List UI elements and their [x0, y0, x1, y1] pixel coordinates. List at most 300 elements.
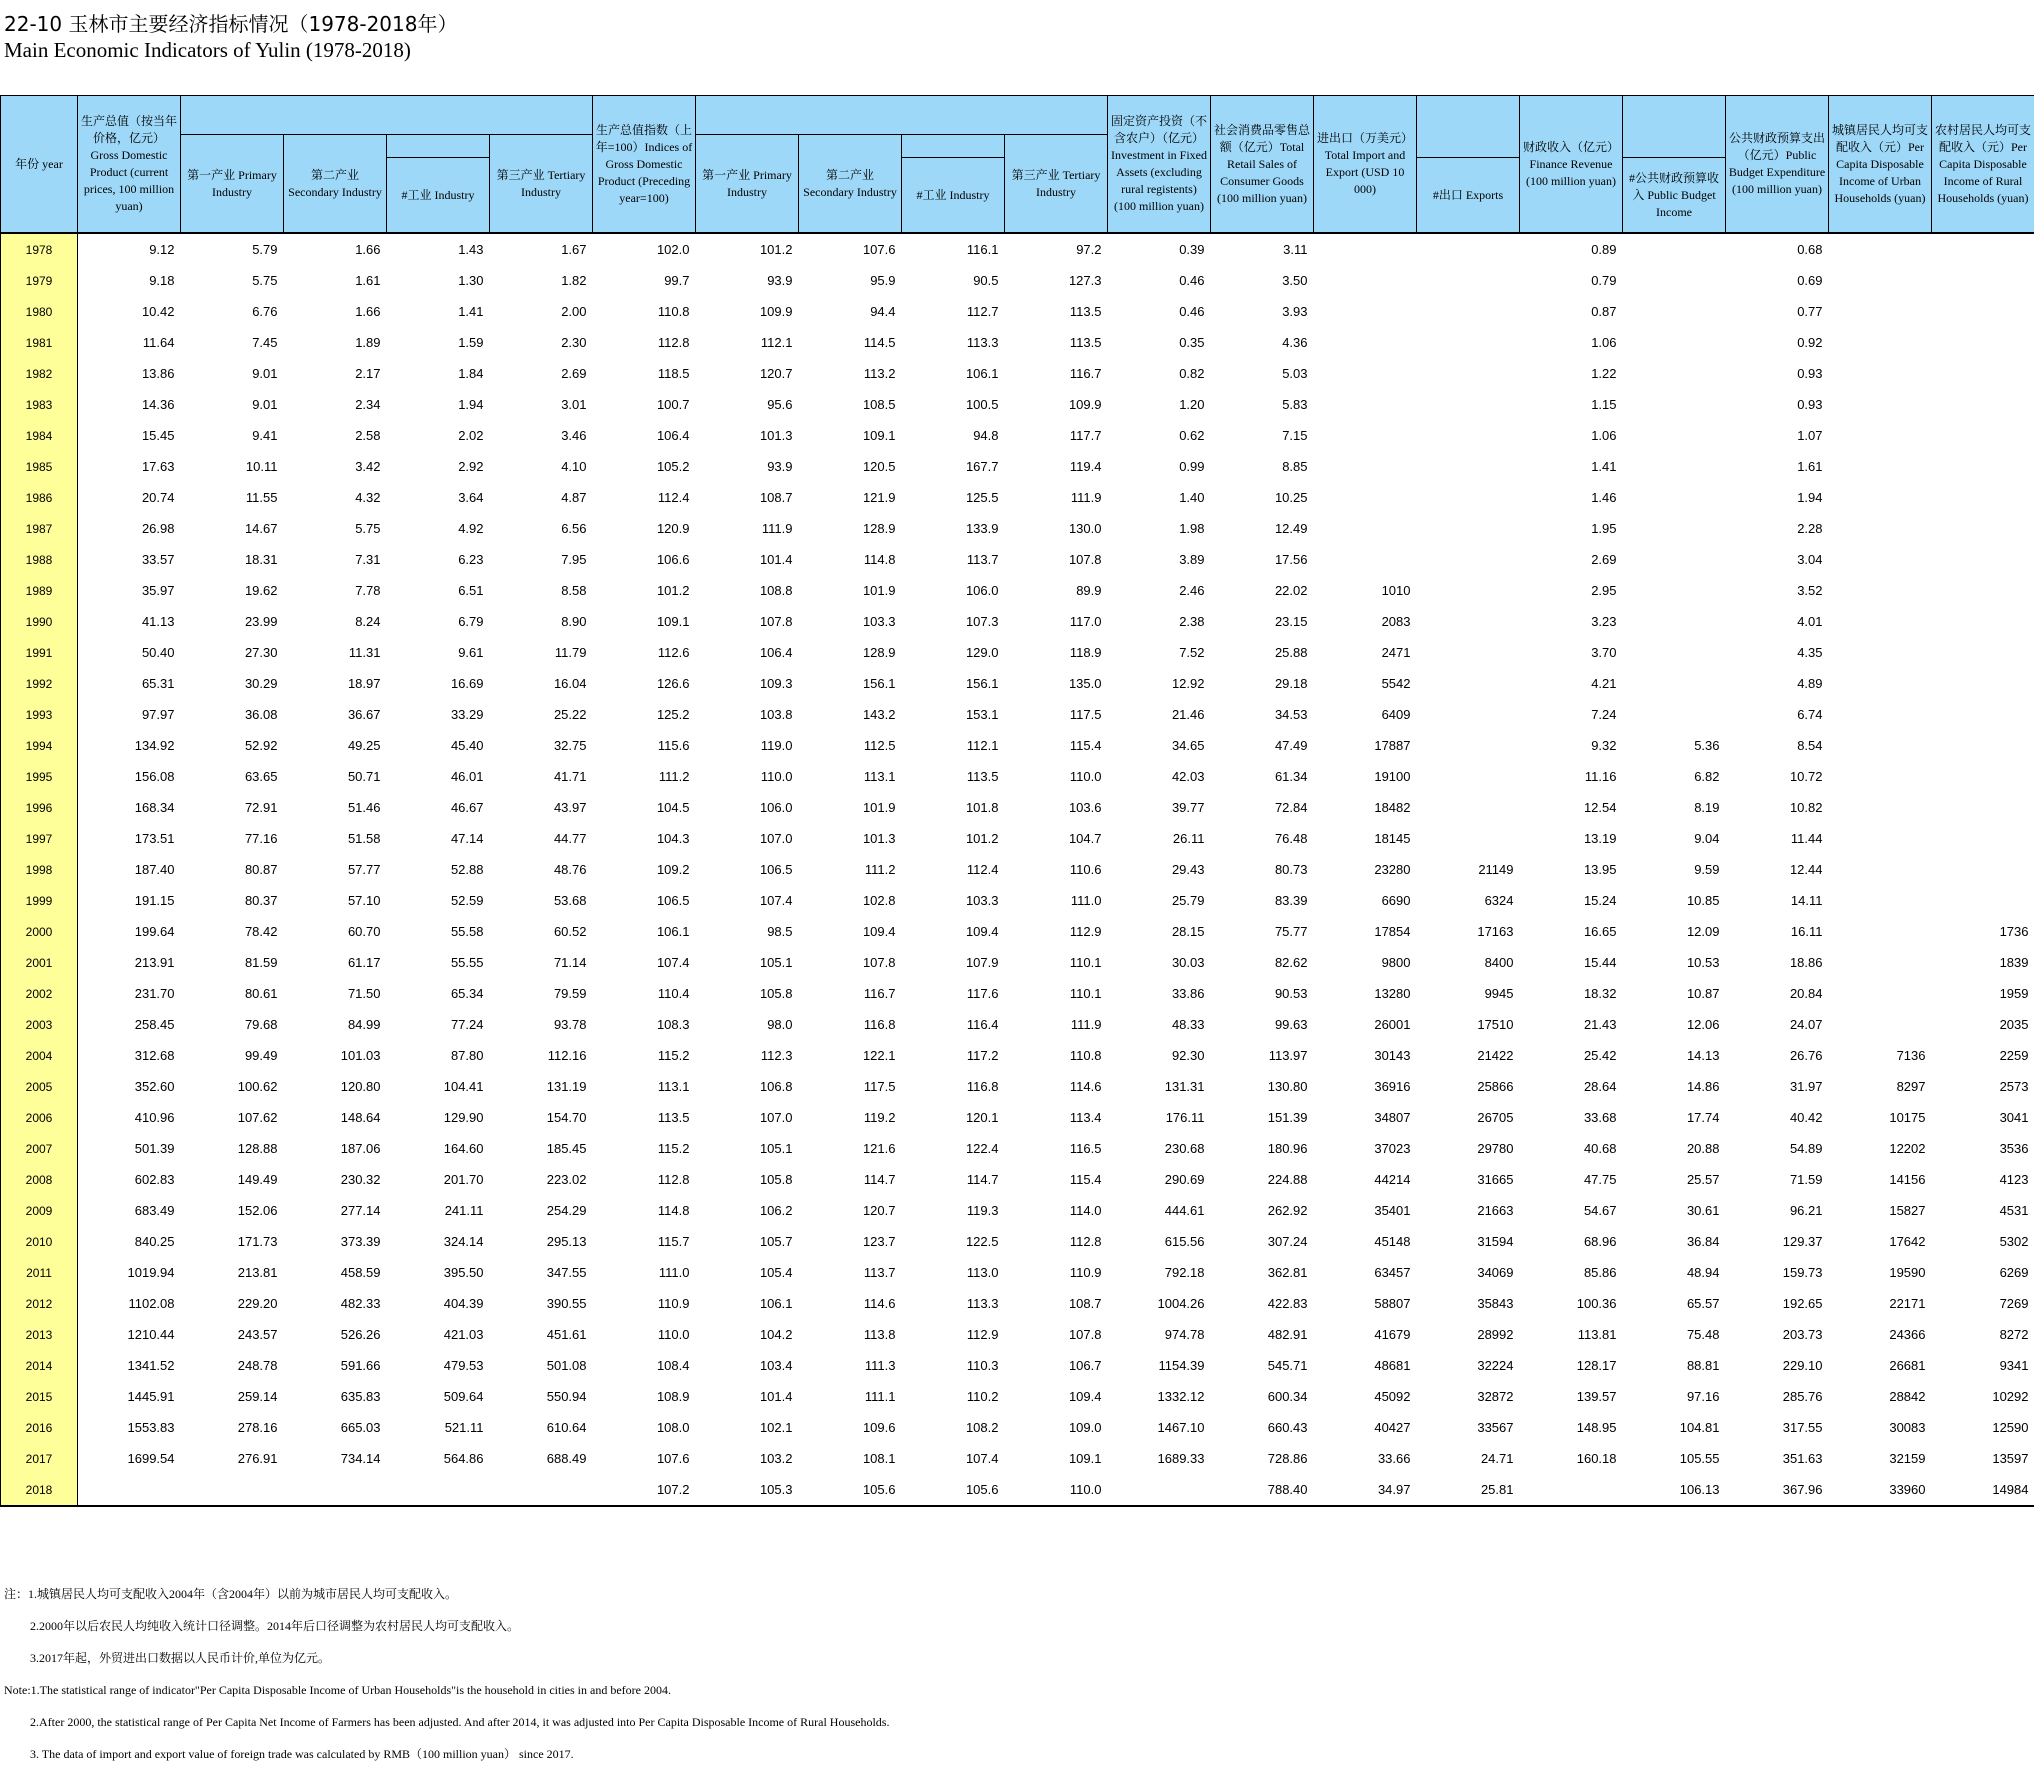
table-cell: 107.62 — [237, 1110, 278, 1125]
table-cell: 107.2 — [593, 1474, 696, 1506]
year-cell — [1, 1288, 78, 1319]
table-cell — [1932, 513, 2034, 544]
table-cell: 10292 — [1992, 1389, 2029, 1404]
table-cell: 153.1 — [965, 707, 999, 722]
year-label: 2016 — [25, 1420, 53, 1435]
table-cell: 1.40 — [1179, 490, 1205, 505]
table-cell: 68.96 — [1583, 1234, 1617, 1249]
table-cell: 115.6 — [657, 738, 690, 753]
indicators-table — [0, 95, 2034, 1507]
table-cell: 108.7 — [1068, 1296, 1102, 1311]
note-en-1: Note:1.The statistical range of indicator"Per Capita Disposable Income of Urban Households"is the household in cities in and before 2004. — [4, 1683, 671, 1697]
table-cell — [1932, 544, 2034, 575]
table-cell: 5.75 — [252, 273, 278, 288]
header-year: 年份 year — [1, 96, 78, 234]
table-cell: 8.90 — [561, 614, 587, 629]
table-cell: 8.19 — [1694, 800, 1720, 815]
table-cell: 98.0 — [767, 1017, 793, 1032]
table-cell: 80.37 — [244, 893, 278, 908]
table-cell: 5.79 — [252, 242, 278, 257]
table-cell: 1.43 — [458, 242, 484, 257]
table-cell: 0.99 — [1179, 459, 1205, 474]
table-cell: 591.66 — [340, 1358, 381, 1373]
table-cell: 13.86 — [141, 366, 175, 381]
table-cell: 102.8 — [862, 893, 896, 908]
table-cell: 109.3 — [759, 676, 793, 691]
table-cell: 93.78 — [553, 1017, 587, 1032]
table-cell: 5542 — [1381, 676, 1411, 691]
table-cell: 390.55 — [546, 1296, 587, 1311]
table-cell: 109.4 — [965, 924, 999, 939]
year-cell — [1, 233, 78, 265]
table-cell — [1829, 513, 1932, 544]
table-cell: 52.88 — [450, 862, 484, 877]
table-cell: 1.82 — [561, 273, 587, 288]
table-cell: 100.5 — [965, 397, 999, 412]
table-cell: 110.0 — [760, 769, 793, 784]
table-cell: 3.01 — [561, 397, 587, 412]
table-cell: 15.24 — [1583, 893, 1617, 908]
table-cell: 229.20 — [237, 1296, 278, 1311]
table-cell: 61.34 — [1274, 769, 1308, 784]
table-cell: 10.42 — [141, 304, 175, 319]
table-cell: 17854 — [1374, 924, 1411, 939]
table-cell: 201.70 — [443, 1172, 484, 1187]
table-cell — [1932, 327, 2034, 358]
table-cell: 295.13 — [546, 1234, 587, 1249]
table-cell: 75.77 — [1274, 924, 1308, 939]
table-cell: 168.34 — [134, 800, 175, 815]
table-cell: 176.11 — [1165, 1110, 1205, 1125]
table-cell: 120.7 — [759, 366, 793, 381]
table-cell: 103.3 — [965, 893, 999, 908]
table-cell — [1829, 947, 1932, 978]
table-cell: 2.02 — [458, 428, 484, 443]
table-cell: 100.62 — [237, 1079, 278, 1094]
table-cell: 106.0 — [759, 800, 793, 815]
table-row — [1, 327, 2034, 358]
table-cell: 99.63 — [1274, 1017, 1308, 1032]
table-row — [1, 1288, 2034, 1319]
table-cell: 106.1 — [759, 1296, 793, 1311]
table-cell: 85.86 — [1583, 1265, 1617, 1280]
table-cell: 40427 — [1374, 1420, 1411, 1435]
table-cell: 116.4 — [966, 1017, 999, 1032]
table-cell: 108.5 — [862, 397, 896, 412]
table-cell: 88.81 — [1686, 1358, 1720, 1373]
header-investment: 固定资产投资（不含农户）（亿元）Investment in Fixed Assets (excluding rural registents) (100 million yuan) — [1108, 96, 1211, 234]
table-cell: 444.61 — [1164, 1203, 1205, 1218]
table-cell: 9.61 — [458, 645, 484, 660]
table-cell: 6.23 — [458, 552, 484, 567]
table-cell: 111.3 — [864, 1358, 896, 1373]
table-cell: 109.0 — [1068, 1420, 1102, 1435]
table-cell: 108.2 — [965, 1420, 999, 1435]
table-cell: 6.56 — [561, 521, 587, 536]
table-cell — [1932, 792, 2034, 823]
table-row — [1, 1381, 2034, 1412]
table-cell: 0.87 — [1591, 304, 1617, 319]
table-cell: 7269 — [1999, 1296, 2029, 1311]
year-label: 2013 — [25, 1327, 53, 1342]
table-cell: 3041 — [1999, 1110, 2029, 1125]
table-cell: 8400 — [1484, 955, 1514, 970]
table-cell: 77.24 — [450, 1017, 484, 1032]
table-cell: 104.7 — [1068, 831, 1102, 846]
table-cell: 120.7 — [862, 1203, 896, 1218]
table-cell: 1.89 — [355, 335, 381, 350]
table-cell: 276.91 — [237, 1451, 278, 1466]
table-cell: 26681 — [1889, 1358, 1926, 1373]
year-label: 2008 — [25, 1172, 53, 1187]
table-cell: 482.91 — [1267, 1327, 1308, 1342]
table-cell: 12.54 — [1583, 800, 1617, 815]
year-cell — [1, 575, 78, 606]
table-cell: 24.71 — [1480, 1451, 1514, 1466]
table-cell: 10.25 — [1274, 490, 1308, 505]
table-cell: 2.00 — [561, 304, 587, 319]
table-cell: 79.59 — [553, 986, 587, 1001]
table-cell — [1417, 451, 1520, 482]
table-cell: 149.49 — [237, 1172, 278, 1187]
table-cell: 106.2 — [759, 1203, 793, 1218]
table-cell: 108.0 — [656, 1420, 690, 1435]
table-cell: 231.70 — [134, 986, 175, 1001]
table-cell: 8.24 — [355, 614, 381, 629]
table-cell: 26.11 — [1172, 831, 1205, 846]
table-cell: 111.2 — [864, 862, 896, 877]
table-cell — [1417, 699, 1520, 730]
table-cell: 602.83 — [134, 1172, 175, 1187]
table-cell: 40.68 — [1583, 1141, 1617, 1156]
table-row — [1, 1474, 2034, 1506]
table-cell — [1829, 978, 1932, 1009]
table-cell: 185.45 — [546, 1141, 587, 1156]
table-cell — [1417, 637, 1520, 668]
table-cell: 122.1 — [862, 1048, 896, 1063]
table-cell: 109.2 — [656, 862, 690, 877]
table-cell: 4.10 — [561, 459, 587, 474]
table-row — [1, 1164, 2034, 1195]
table-cell: 312.68 — [134, 1048, 175, 1063]
table-cell: 9.12 — [149, 242, 175, 257]
table-cell: 32.75 — [553, 738, 587, 753]
table-cell: 33.68 — [1583, 1110, 1617, 1125]
table-cell: 120.5 — [862, 459, 896, 474]
table-cell: 9.04 — [1694, 831, 1720, 846]
table-cell: 230.68 — [1164, 1141, 1205, 1156]
table-cell: 117.7 — [1069, 428, 1102, 443]
table-cell: 116.1 — [966, 242, 999, 257]
table-cell: 119.0 — [760, 738, 793, 753]
table-cell — [1829, 575, 1932, 606]
table-cell: 113.97 — [1268, 1048, 1308, 1063]
table-cell: 19.62 — [244, 583, 278, 598]
table-cell: 9.01 — [252, 397, 278, 412]
table-cell — [1829, 854, 1932, 885]
table-cell: 35843 — [1477, 1296, 1514, 1311]
table-cell: 635.83 — [340, 1389, 381, 1404]
table-cell — [1314, 420, 1417, 451]
year-cell — [1, 1009, 78, 1040]
year-label: 1978 — [25, 242, 53, 257]
table-cell: 109.4 — [1068, 1389, 1102, 1404]
table-cell: 3.46 — [561, 428, 587, 443]
year-cell — [1, 1381, 78, 1412]
table-cell — [1829, 823, 1932, 854]
table-cell: 2.38 — [1179, 614, 1205, 629]
table-cell: 112.4 — [966, 862, 999, 877]
table-cell: 106.1 — [656, 924, 690, 939]
table-cell: 77.16 — [244, 831, 278, 846]
table-cell: 114.0 — [1069, 1203, 1102, 1218]
table-cell — [1417, 513, 1520, 544]
table-cell: 116.7 — [1069, 366, 1102, 381]
table-cell: 130.0 — [1068, 521, 1102, 536]
table-row — [1, 668, 2034, 699]
table-cell: 151.39 — [1267, 1110, 1308, 1125]
table-cell: 97.16 — [1686, 1389, 1720, 1404]
table-cell: 71.50 — [347, 986, 381, 1001]
table-cell: 107.8 — [1068, 552, 1102, 567]
table-cell: 1.84 — [458, 366, 484, 381]
table-cell: 34.97 — [1314, 1474, 1417, 1506]
table-row — [1, 1040, 2034, 1071]
table-cell: 9.59 — [1694, 862, 1720, 877]
table-cell: 1154.39 — [1158, 1358, 1205, 1373]
year-label: 1990 — [25, 614, 53, 629]
table-cell: 564.86 — [443, 1451, 484, 1466]
table-cell: 10.87 — [1686, 986, 1720, 1001]
table-cell: 54.89 — [1789, 1141, 1823, 1156]
table-cell: 31.97 — [1789, 1079, 1823, 1094]
table-cell: 33.57 — [141, 552, 175, 567]
table-cell: 1.67 — [561, 242, 587, 257]
year-label: 1988 — [25, 552, 53, 567]
table-cell: 734.14 — [340, 1451, 381, 1466]
table-cell: 109.1 — [862, 428, 896, 443]
table-cell: 109.1 — [656, 614, 690, 629]
table-cell: 501.08 — [546, 1358, 587, 1373]
table-cell: 110.1 — [1069, 955, 1102, 970]
table-cell: 6.82 — [1694, 769, 1720, 784]
table-cell: 6.79 — [458, 614, 484, 629]
header-idx-industry-top — [902, 135, 1005, 158]
table-cell: 213.81 — [237, 1265, 278, 1280]
table-cell: 10.11 — [245, 459, 278, 474]
year-cell — [1, 1257, 78, 1288]
table-cell: 97.2 — [1076, 242, 1102, 257]
year-cell — [1, 637, 78, 668]
year-label: 1985 — [25, 459, 53, 474]
year-cell — [1, 823, 78, 854]
table-cell: 114.8 — [657, 1203, 690, 1218]
table-cell: 110.9 — [657, 1296, 690, 1311]
year-cell — [1, 885, 78, 916]
table-cell: 18.97 — [347, 676, 381, 691]
year-cell — [1, 327, 78, 358]
table-cell: 117.2 — [966, 1048, 999, 1063]
table-row — [1, 854, 2034, 885]
table-cell: 117.5 — [863, 1079, 896, 1094]
table-cell: 113.5 — [966, 769, 999, 784]
table-cell: 18.31 — [244, 552, 278, 567]
table-cell: 254.29 — [546, 1203, 587, 1218]
table-cell: 119.4 — [1069, 459, 1102, 474]
table-cell: 111.9 — [1070, 490, 1102, 505]
table-cell: 71.14 — [553, 955, 587, 970]
table-cell: 76.48 — [1274, 831, 1308, 846]
table-cell: 114.5 — [863, 335, 896, 350]
table-cell: 1019.94 — [127, 1265, 175, 1280]
table-cell — [1932, 699, 2034, 730]
table-cell: 108.1 — [862, 1451, 896, 1466]
table-cell: 36.67 — [347, 707, 381, 722]
table-cell: 1467.10 — [1157, 1420, 1205, 1435]
table-cell: 3536 — [1999, 1141, 2029, 1156]
table-cell: 16.11 — [1790, 924, 1823, 939]
year-cell — [1, 482, 78, 513]
year-cell — [1, 792, 78, 823]
table-cell: 7.31 — [355, 552, 381, 567]
table-cell: 128.17 — [1576, 1358, 1617, 1373]
table-cell: 112.9 — [1069, 924, 1102, 939]
table-cell: 2.30 — [561, 335, 587, 350]
table-cell: 30.03 — [1171, 955, 1205, 970]
table-cell: 37023 — [1374, 1141, 1411, 1156]
table-cell: 105.8 — [759, 1172, 793, 1187]
table-cell: 2.95 — [1591, 583, 1617, 598]
table-cell: 112.7 — [966, 304, 999, 319]
table-cell: 107.8 — [759, 614, 793, 629]
table-cell: 116.5 — [1069, 1141, 1102, 1156]
table-cell: 23280 — [1374, 862, 1411, 877]
table-cell: 6.74 — [1797, 707, 1823, 722]
table-cell: 24.07 — [1789, 1017, 1823, 1032]
table-cell: 110.1 — [1069, 986, 1102, 1001]
table-cell: 241.11 — [444, 1203, 484, 1218]
table-cell: 171.73 — [237, 1234, 278, 1249]
year-cell — [1, 699, 78, 730]
table-cell: 285.76 — [1782, 1389, 1823, 1404]
table-cell — [1314, 296, 1417, 327]
table-cell: 1.07 — [1797, 428, 1823, 443]
table-row — [1, 575, 2034, 606]
table-cell: 5.36 — [1694, 738, 1720, 753]
table-cell: 106.0 — [965, 583, 999, 598]
table-cell — [1623, 389, 1726, 420]
table-cell: 105.3 — [696, 1474, 799, 1506]
table-cell: 10.53 — [1686, 955, 1720, 970]
table-cell: 600.34 — [1267, 1389, 1308, 1404]
table-cell: 12.49 — [1274, 521, 1308, 536]
table-cell: 43.97 — [553, 800, 587, 815]
table-cell: 395.50 — [443, 1265, 484, 1280]
table-cell: 109.4 — [862, 924, 896, 939]
table-cell — [1314, 482, 1417, 513]
table-cell: 12202 — [1889, 1141, 1926, 1156]
table-cell: 4123 — [1999, 1172, 2029, 1187]
table-cell: 1.94 — [458, 397, 484, 412]
table-cell: 129.37 — [1782, 1234, 1823, 1249]
table-cell: 108.9 — [656, 1389, 690, 1404]
table-row — [1, 513, 2034, 544]
table-cell: 13.19 — [1583, 831, 1617, 846]
table-cell: 451.61 — [546, 1327, 587, 1342]
table-cell — [1417, 544, 1520, 575]
table-cell: 65.34 — [450, 986, 484, 1001]
table-cell: 4.87 — [561, 490, 587, 505]
year-label: 2012 — [25, 1296, 53, 1311]
table-cell: 72.84 — [1274, 800, 1308, 815]
table-cell: 110.8 — [657, 304, 690, 319]
table-cell: 0.89 — [1591, 242, 1617, 257]
table-cell — [1417, 389, 1520, 420]
table-cell: 110.6 — [1069, 862, 1102, 877]
table-cell: 48.94 — [1686, 1265, 1720, 1280]
table-cell — [1314, 327, 1417, 358]
year-cell — [1, 1133, 78, 1164]
table-cell: 133.9 — [965, 521, 999, 536]
table-cell: 95.6 — [767, 397, 793, 412]
table-cell: 4531 — [1999, 1203, 2029, 1218]
table-cell: 79.68 — [244, 1017, 278, 1032]
table-cell: 1.41 — [1591, 459, 1617, 474]
table-cell: 44214 — [1374, 1172, 1411, 1187]
table-cell: 16.04 — [553, 676, 587, 691]
table-cell: 113.3 — [966, 1296, 999, 1311]
table-cell: 119.2 — [863, 1110, 896, 1125]
table-cell: 114.6 — [1069, 1079, 1102, 1094]
table-cell — [490, 1474, 593, 1506]
table-cell — [1932, 575, 2034, 606]
table-row — [1, 761, 2034, 792]
table-cell — [1932, 885, 2034, 916]
table-cell: 33.86 — [1171, 986, 1205, 1001]
table-cell: 29.43 — [1171, 862, 1205, 877]
table-cell: 112.1 — [966, 738, 999, 753]
table-cell: 33.29 — [450, 707, 484, 722]
table-cell — [1932, 761, 2034, 792]
table-cell: 114.6 — [863, 1296, 896, 1311]
table-cell: 110.4 — [657, 986, 690, 1001]
table-cell: 8.85 — [1282, 459, 1308, 474]
table-cell — [1623, 358, 1726, 389]
table-row — [1, 296, 2034, 327]
year-label: 1979 — [25, 273, 53, 288]
header-exports: #出口 Exports — [1417, 158, 1520, 234]
table-cell — [1417, 327, 1520, 358]
table-cell: 112.9 — [966, 1327, 999, 1342]
table-cell: 4.35 — [1797, 645, 1823, 660]
year-cell — [1, 606, 78, 637]
table-cell: 9.18 — [149, 273, 175, 288]
table-cell: 521.11 — [444, 1420, 484, 1435]
table-cell: 13280 — [1374, 986, 1411, 1001]
table-cell: 107.6 — [656, 1451, 690, 1466]
table-cell: 1010 — [1381, 583, 1411, 598]
table-cell: 125.2 — [656, 707, 690, 722]
table-cell: 788.40 — [1211, 1474, 1314, 1506]
table-cell: 33960 — [1829, 1474, 1932, 1506]
table-cell: 17642 — [1889, 1234, 1926, 1249]
year-label: 1991 — [25, 645, 53, 660]
year-label: 2018 — [25, 1482, 53, 1497]
table-cell — [1314, 265, 1417, 296]
table-cell: 25.88 — [1274, 645, 1308, 660]
table-cell: 47.14 — [450, 831, 484, 846]
table-cell: 14.86 — [1686, 1079, 1720, 1094]
